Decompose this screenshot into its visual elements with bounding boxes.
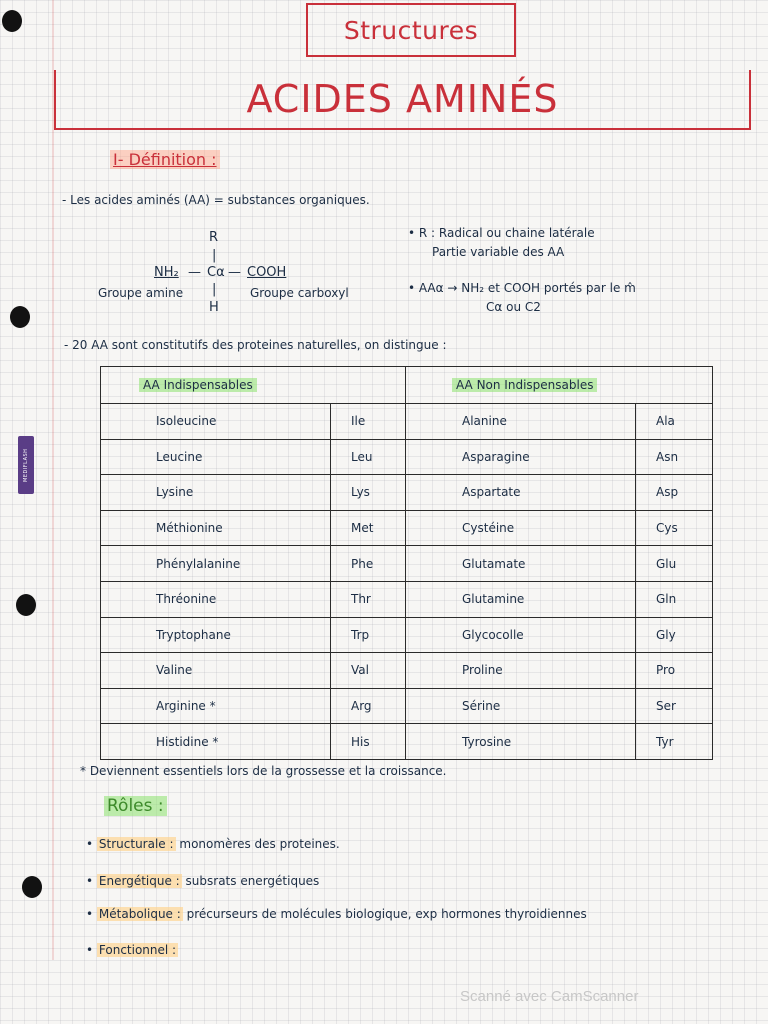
- role-item: • Fonctionnel :: [86, 943, 177, 957]
- table-row: [101, 653, 713, 689]
- essential-name: Isoleucine: [101, 404, 331, 440]
- non-essential-abbr: Gln: [636, 581, 713, 617]
- definition-heading: [110, 150, 220, 169]
- non-essential-name: Cystéine: [406, 510, 636, 546]
- twenty-aa-line: - 20 AA sont constitutifs des proteines naturelles, on distingue :: [64, 338, 447, 352]
- formula-nh2: NH₂: [154, 265, 179, 280]
- punch-hole: [2, 10, 22, 32]
- definition-heading-text: I- Définition :: [110, 150, 220, 169]
- non-essential-abbr: Asn: [636, 439, 713, 475]
- table-row: [101, 724, 713, 760]
- structures-title: Structures: [306, 3, 516, 57]
- role-text: précurseurs de molécules biologique, exp hormones thyroidiennes: [186, 907, 587, 921]
- essential-name: Histidine *: [101, 724, 331, 760]
- essential-abbr: Thr: [331, 581, 406, 617]
- role-label: Fonctionnel :: [98, 943, 177, 957]
- table-row: [101, 510, 713, 546]
- role-label: Structurale :: [98, 837, 174, 851]
- non-essential-name: Aspartate: [406, 475, 636, 511]
- essential-abbr: Ile: [331, 404, 406, 440]
- role-item: • Structurale : monomères des proteines.: [86, 837, 340, 851]
- essential-name: Phénylalanine: [101, 546, 331, 582]
- note-aa-line1: • AAα → NH₂ et COOH portés par le m̂: [408, 281, 636, 295]
- table-row: [101, 581, 713, 617]
- essential-abbr: Lys: [331, 475, 406, 511]
- formula-r: R: [209, 230, 219, 245]
- non-essential-abbr: Pro: [636, 653, 713, 689]
- essential-abbr: Leu: [331, 439, 406, 475]
- formula-bond-top: |: [212, 248, 217, 263]
- header-non-essential: [406, 367, 713, 404]
- essential-name: Thréonine: [101, 581, 331, 617]
- non-essential-name: Glutamate: [406, 546, 636, 582]
- punch-hole: [22, 876, 42, 898]
- definition-intro: - Les acides aminés (AA) = substances organiques.: [62, 193, 370, 207]
- table-row: [101, 404, 713, 440]
- essential-name: Arginine *: [101, 688, 331, 724]
- punch-hole: [10, 306, 30, 328]
- punch-hole: [16, 594, 36, 616]
- non-essential-name: Alanine: [406, 404, 636, 440]
- formula-cooh: COOH: [247, 265, 287, 280]
- essential-abbr: Phe: [331, 546, 406, 582]
- label-groupe-carboxyl: Groupe carboxyl: [250, 286, 349, 300]
- non-essential-abbr: Tyr: [636, 724, 713, 760]
- roles-heading-text: Rôles :: [104, 796, 167, 816]
- role-item: • Energétique : subsrats energétiques: [86, 874, 320, 888]
- amino-acid-table: [100, 366, 713, 760]
- table-header-row: [101, 367, 713, 404]
- note-r-line1: • R : Radical ou chaine latérale: [408, 226, 595, 240]
- role-text: subsrats energétiques: [185, 874, 320, 888]
- camscanner-watermark: Scanné avec CamScanner: [460, 988, 639, 1005]
- notebook-margin-line: [52, 0, 54, 960]
- non-essential-abbr: Cys: [636, 510, 713, 546]
- essential-name: Lysine: [101, 475, 331, 511]
- essential-name: Leucine: [101, 439, 331, 475]
- note-aa-line2: Cα ou C2: [486, 300, 541, 314]
- formula-bond-bottom: |: [212, 282, 217, 297]
- non-essential-name: Sérine: [406, 688, 636, 724]
- table-row: [101, 688, 713, 724]
- essential-abbr: Arg: [331, 688, 406, 724]
- non-essential-abbr: Ser: [636, 688, 713, 724]
- role-item: • Métabolique : précurseurs de molécules biologique, exp hormones thyroidiennes: [86, 907, 587, 921]
- non-essential-name: Glutamine: [406, 581, 636, 617]
- header-non-essential-text: AA Non Indispensables: [452, 378, 597, 392]
- table-row: [101, 546, 713, 582]
- formula-dash-right: —: [228, 265, 241, 280]
- essential-name: Méthionine: [101, 510, 331, 546]
- formula-calpha: Cα: [207, 265, 225, 280]
- header-essential: [101, 367, 406, 404]
- non-essential-abbr: Gly: [636, 617, 713, 653]
- table-row: [101, 617, 713, 653]
- label-groupe-amine: Groupe amine: [98, 286, 184, 300]
- roles-heading: [104, 796, 167, 816]
- non-essential-name: Asparagine: [406, 439, 636, 475]
- formula-dash-left: —: [188, 265, 201, 280]
- non-essential-name: Tyrosine: [406, 724, 636, 760]
- table-row: [101, 439, 713, 475]
- header-essential-text: AA Indispensables: [139, 378, 257, 392]
- non-essential-abbr: Asp: [636, 475, 713, 511]
- essential-name: Tryptophane: [101, 617, 331, 653]
- essential-abbr: Val: [331, 653, 406, 689]
- footnote: * Deviennent essentiels lors de la grossesse et la croissance.: [80, 764, 447, 778]
- role-label: Energétique :: [98, 874, 180, 888]
- essential-abbr: His: [331, 724, 406, 760]
- non-essential-abbr: Glu: [636, 546, 713, 582]
- table-row: [101, 475, 713, 511]
- role-text: monomères des proteines.: [179, 837, 340, 851]
- main-title: ACIDES AMINÉS: [54, 70, 751, 130]
- side-tab-label: MEDIFLASH: [18, 436, 34, 494]
- note-r-line2: Partie variable des AA: [432, 245, 565, 259]
- essential-name: Valine: [101, 653, 331, 689]
- essential-abbr: Trp: [331, 617, 406, 653]
- non-essential-abbr: Ala: [636, 404, 713, 440]
- non-essential-name: Glycocolle: [406, 617, 636, 653]
- essential-abbr: Met: [331, 510, 406, 546]
- non-essential-name: Proline: [406, 653, 636, 689]
- role-label: Métabolique :: [98, 907, 181, 921]
- formula-h: H: [209, 300, 219, 315]
